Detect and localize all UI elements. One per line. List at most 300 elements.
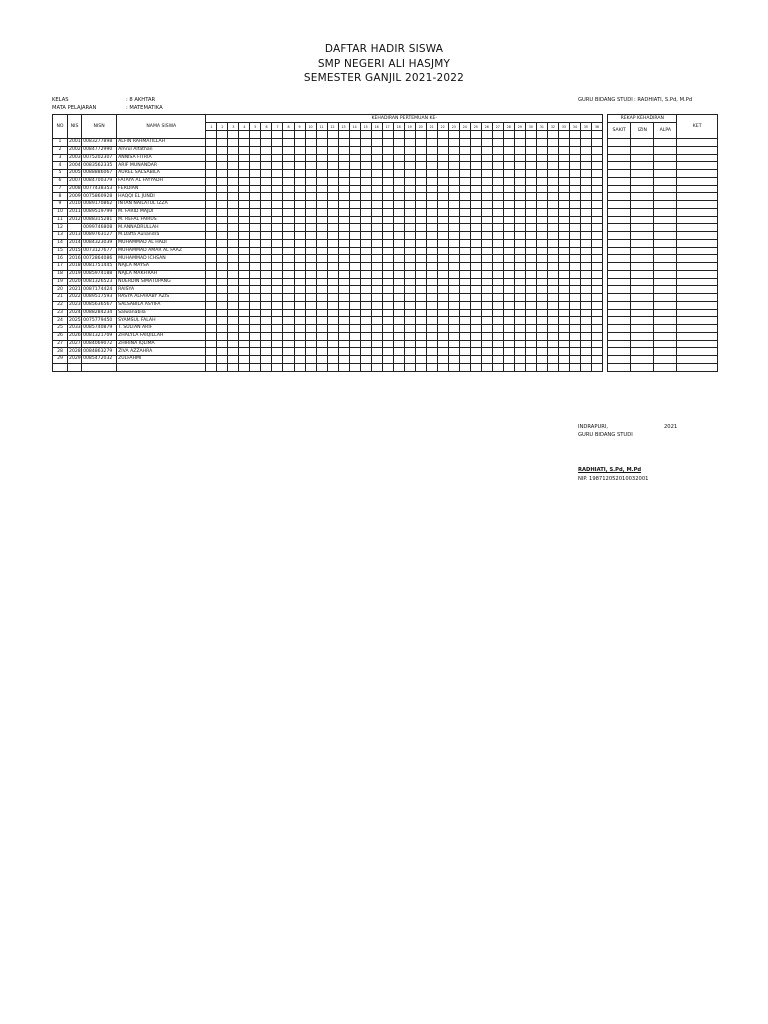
attendance-cell[interactable] xyxy=(503,232,514,240)
attendance-cell[interactable] xyxy=(360,263,371,271)
attendance-cell[interactable] xyxy=(294,139,305,147)
attendance-cell[interactable] xyxy=(569,255,580,263)
alpa-cell[interactable] xyxy=(654,146,677,154)
attendance-cell[interactable] xyxy=(206,309,217,317)
attendance-cell[interactable] xyxy=(349,270,360,278)
attendance-cell[interactable] xyxy=(239,356,250,364)
attendance-cell[interactable] xyxy=(283,286,294,294)
alpa-cell[interactable] xyxy=(654,139,677,147)
attendance-cell[interactable] xyxy=(426,301,437,309)
attendance-cell[interactable] xyxy=(393,301,404,309)
attendance-cell[interactable] xyxy=(481,301,492,309)
izin-cell[interactable] xyxy=(631,309,654,317)
attendance-cell[interactable] xyxy=(327,348,338,356)
attendance-cell[interactable] xyxy=(360,208,371,216)
attendance-cell[interactable] xyxy=(272,201,283,209)
attendance-cell[interactable] xyxy=(459,239,470,247)
attendance-cell[interactable] xyxy=(481,356,492,364)
attendance-cell[interactable] xyxy=(481,146,492,154)
attendance-cell[interactable] xyxy=(569,332,580,340)
attendance-cell[interactable] xyxy=(580,255,591,263)
attendance-cell[interactable] xyxy=(415,247,426,255)
attendance-cell[interactable] xyxy=(558,146,569,154)
attendance-cell[interactable] xyxy=(228,185,239,193)
attendance-cell[interactable] xyxy=(349,170,360,178)
attendance-cell[interactable] xyxy=(558,139,569,147)
attendance-cell[interactable] xyxy=(459,270,470,278)
attendance-cell[interactable] xyxy=(426,340,437,348)
attendance-cell[interactable] xyxy=(558,201,569,209)
attendance-cell[interactable] xyxy=(536,255,547,263)
attendance-cell[interactable] xyxy=(481,263,492,271)
attendance-cell[interactable] xyxy=(437,170,448,178)
attendance-cell[interactable] xyxy=(272,270,283,278)
attendance-cell[interactable] xyxy=(338,325,349,333)
attendance-cell[interactable] xyxy=(470,201,481,209)
izin-cell[interactable] xyxy=(631,247,654,255)
attendance-cell[interactable] xyxy=(261,208,272,216)
attendance-cell[interactable] xyxy=(305,139,316,147)
attendance-cell[interactable] xyxy=(217,170,228,178)
attendance-cell[interactable] xyxy=(569,177,580,185)
attendance-cell[interactable] xyxy=(393,348,404,356)
attendance-cell[interactable] xyxy=(316,317,327,325)
attendance-cell[interactable] xyxy=(404,325,415,333)
attendance-cell[interactable] xyxy=(393,193,404,201)
attendance-cell[interactable] xyxy=(382,247,393,255)
attendance-cell[interactable] xyxy=(591,317,602,325)
attendance-cell[interactable] xyxy=(217,278,228,286)
attendance-cell[interactable] xyxy=(294,185,305,193)
attendance-cell[interactable] xyxy=(437,263,448,271)
attendance-cell[interactable] xyxy=(305,348,316,356)
attendance-cell[interactable] xyxy=(492,170,503,178)
attendance-cell[interactable] xyxy=(481,224,492,232)
attendance-cell[interactable] xyxy=(393,232,404,240)
attendance-cell[interactable] xyxy=(459,139,470,147)
attendance-cell[interactable] xyxy=(415,278,426,286)
attendance-cell[interactable] xyxy=(250,255,261,263)
attendance-cell[interactable] xyxy=(338,348,349,356)
attendance-cell[interactable] xyxy=(492,263,503,271)
attendance-cell[interactable] xyxy=(404,294,415,302)
izin-cell[interactable] xyxy=(631,363,654,371)
attendance-cell[interactable] xyxy=(437,247,448,255)
attendance-cell[interactable] xyxy=(470,193,481,201)
attendance-cell[interactable] xyxy=(525,332,536,340)
alpa-cell[interactable] xyxy=(654,301,677,309)
attendance-cell[interactable] xyxy=(569,139,580,147)
alpa-cell[interactable] xyxy=(654,294,677,302)
attendance-cell[interactable] xyxy=(558,224,569,232)
attendance-cell[interactable] xyxy=(228,232,239,240)
attendance-cell[interactable] xyxy=(437,363,448,371)
attendance-cell[interactable] xyxy=(360,154,371,162)
attendance-cell[interactable] xyxy=(305,232,316,240)
attendance-cell[interactable] xyxy=(228,348,239,356)
attendance-cell[interactable] xyxy=(448,340,459,348)
attendance-cell[interactable] xyxy=(492,146,503,154)
attendance-cell[interactable] xyxy=(250,232,261,240)
attendance-cell[interactable] xyxy=(250,317,261,325)
attendance-cell[interactable] xyxy=(228,154,239,162)
attendance-cell[interactable] xyxy=(393,340,404,348)
attendance-cell[interactable] xyxy=(239,185,250,193)
ket-cell[interactable] xyxy=(677,208,718,216)
attendance-cell[interactable] xyxy=(404,363,415,371)
attendance-cell[interactable] xyxy=(591,332,602,340)
attendance-cell[interactable] xyxy=(371,247,382,255)
attendance-cell[interactable] xyxy=(283,363,294,371)
attendance-cell[interactable] xyxy=(437,239,448,247)
izin-cell[interactable] xyxy=(631,278,654,286)
attendance-cell[interactable] xyxy=(338,139,349,147)
attendance-cell[interactable] xyxy=(448,294,459,302)
attendance-cell[interactable] xyxy=(525,309,536,317)
attendance-cell[interactable] xyxy=(514,185,525,193)
attendance-cell[interactable] xyxy=(250,224,261,232)
attendance-cell[interactable] xyxy=(569,232,580,240)
attendance-cell[interactable] xyxy=(349,239,360,247)
attendance-cell[interactable] xyxy=(239,139,250,147)
attendance-cell[interactable] xyxy=(569,193,580,201)
attendance-cell[interactable] xyxy=(470,278,481,286)
attendance-cell[interactable] xyxy=(316,247,327,255)
alpa-cell[interactable] xyxy=(654,201,677,209)
attendance-cell[interactable] xyxy=(349,309,360,317)
attendance-cell[interactable] xyxy=(228,208,239,216)
ket-cell[interactable] xyxy=(677,139,718,147)
attendance-cell[interactable] xyxy=(547,193,558,201)
attendance-cell[interactable] xyxy=(404,286,415,294)
attendance-cell[interactable] xyxy=(525,247,536,255)
attendance-cell[interactable] xyxy=(459,201,470,209)
attendance-cell[interactable] xyxy=(536,177,547,185)
attendance-cell[interactable] xyxy=(217,263,228,271)
izin-cell[interactable] xyxy=(631,255,654,263)
sakit-cell[interactable] xyxy=(608,247,631,255)
attendance-cell[interactable] xyxy=(569,301,580,309)
attendance-cell[interactable] xyxy=(525,317,536,325)
attendance-cell[interactable] xyxy=(228,170,239,178)
attendance-cell[interactable] xyxy=(503,162,514,170)
attendance-cell[interactable] xyxy=(250,356,261,364)
attendance-cell[interactable] xyxy=(261,247,272,255)
alpa-cell[interactable] xyxy=(654,154,677,162)
attendance-cell[interactable] xyxy=(547,317,558,325)
attendance-cell[interactable] xyxy=(470,224,481,232)
attendance-cell[interactable] xyxy=(558,356,569,364)
attendance-cell[interactable] xyxy=(404,340,415,348)
alpa-cell[interactable] xyxy=(654,255,677,263)
attendance-cell[interactable] xyxy=(371,201,382,209)
attendance-cell[interactable] xyxy=(316,348,327,356)
attendance-cell[interactable] xyxy=(327,232,338,240)
attendance-cell[interactable] xyxy=(206,154,217,162)
attendance-cell[interactable] xyxy=(371,162,382,170)
attendance-cell[interactable] xyxy=(206,356,217,364)
attendance-cell[interactable] xyxy=(217,177,228,185)
attendance-cell[interactable] xyxy=(503,356,514,364)
attendance-cell[interactable] xyxy=(316,255,327,263)
attendance-cell[interactable] xyxy=(283,146,294,154)
attendance-cell[interactable] xyxy=(415,208,426,216)
attendance-cell[interactable] xyxy=(327,317,338,325)
attendance-cell[interactable] xyxy=(305,286,316,294)
attendance-cell[interactable] xyxy=(217,301,228,309)
alpa-cell[interactable] xyxy=(654,317,677,325)
attendance-cell[interactable] xyxy=(360,185,371,193)
attendance-cell[interactable] xyxy=(206,247,217,255)
attendance-cell[interactable] xyxy=(250,270,261,278)
attendance-cell[interactable] xyxy=(580,146,591,154)
attendance-cell[interactable] xyxy=(239,348,250,356)
attendance-cell[interactable] xyxy=(305,154,316,162)
attendance-cell[interactable] xyxy=(327,224,338,232)
attendance-cell[interactable] xyxy=(448,301,459,309)
sakit-cell[interactable] xyxy=(608,208,631,216)
attendance-cell[interactable] xyxy=(228,356,239,364)
attendance-cell[interactable] xyxy=(404,356,415,364)
attendance-cell[interactable] xyxy=(239,286,250,294)
attendance-cell[interactable] xyxy=(349,317,360,325)
attendance-cell[interactable] xyxy=(569,239,580,247)
attendance-cell[interactable] xyxy=(382,263,393,271)
attendance-cell[interactable] xyxy=(272,309,283,317)
attendance-cell[interactable] xyxy=(261,201,272,209)
attendance-cell[interactable] xyxy=(349,294,360,302)
attendance-cell[interactable] xyxy=(360,325,371,333)
attendance-cell[interactable] xyxy=(217,216,228,224)
attendance-cell[interactable] xyxy=(415,363,426,371)
alpa-cell[interactable] xyxy=(654,224,677,232)
attendance-cell[interactable] xyxy=(217,348,228,356)
attendance-cell[interactable] xyxy=(371,239,382,247)
attendance-cell[interactable] xyxy=(349,356,360,364)
attendance-cell[interactable] xyxy=(272,317,283,325)
attendance-cell[interactable] xyxy=(591,356,602,364)
attendance-cell[interactable] xyxy=(415,162,426,170)
attendance-cell[interactable] xyxy=(327,185,338,193)
attendance-cell[interactable] xyxy=(349,154,360,162)
sakit-cell[interactable] xyxy=(608,356,631,364)
attendance-cell[interactable] xyxy=(338,270,349,278)
attendance-cell[interactable] xyxy=(426,139,437,147)
attendance-cell[interactable] xyxy=(371,170,382,178)
sakit-cell[interactable] xyxy=(608,340,631,348)
attendance-cell[interactable] xyxy=(415,177,426,185)
ket-cell[interactable] xyxy=(677,286,718,294)
attendance-cell[interactable] xyxy=(261,162,272,170)
attendance-cell[interactable] xyxy=(382,286,393,294)
attendance-cell[interactable] xyxy=(206,201,217,209)
attendance-cell[interactable] xyxy=(503,193,514,201)
attendance-cell[interactable] xyxy=(470,317,481,325)
ket-cell[interactable] xyxy=(677,270,718,278)
attendance-cell[interactable] xyxy=(327,201,338,209)
attendance-cell[interactable] xyxy=(580,216,591,224)
attendance-cell[interactable] xyxy=(338,216,349,224)
attendance-cell[interactable] xyxy=(206,270,217,278)
attendance-cell[interactable] xyxy=(503,263,514,271)
attendance-cell[interactable] xyxy=(206,162,217,170)
attendance-cell[interactable] xyxy=(283,348,294,356)
attendance-cell[interactable] xyxy=(591,348,602,356)
attendance-cell[interactable] xyxy=(437,309,448,317)
attendance-cell[interactable] xyxy=(316,208,327,216)
attendance-cell[interactable] xyxy=(437,216,448,224)
attendance-cell[interactable] xyxy=(360,348,371,356)
attendance-cell[interactable] xyxy=(294,332,305,340)
attendance-cell[interactable] xyxy=(217,286,228,294)
attendance-cell[interactable] xyxy=(591,208,602,216)
attendance-cell[interactable] xyxy=(228,332,239,340)
attendance-cell[interactable] xyxy=(206,139,217,147)
sakit-cell[interactable] xyxy=(608,177,631,185)
attendance-cell[interactable] xyxy=(371,154,382,162)
attendance-cell[interactable] xyxy=(294,232,305,240)
attendance-cell[interactable] xyxy=(360,286,371,294)
attendance-cell[interactable] xyxy=(239,340,250,348)
attendance-cell[interactable] xyxy=(459,325,470,333)
attendance-cell[interactable] xyxy=(591,139,602,147)
izin-cell[interactable] xyxy=(631,139,654,147)
attendance-cell[interactable] xyxy=(283,208,294,216)
attendance-cell[interactable] xyxy=(382,216,393,224)
attendance-cell[interactable] xyxy=(536,232,547,240)
attendance-cell[interactable] xyxy=(228,139,239,147)
alpa-cell[interactable] xyxy=(654,309,677,317)
attendance-cell[interactable] xyxy=(228,162,239,170)
attendance-cell[interactable] xyxy=(437,270,448,278)
attendance-cell[interactable] xyxy=(305,270,316,278)
attendance-cell[interactable] xyxy=(327,340,338,348)
attendance-cell[interactable] xyxy=(481,208,492,216)
attendance-cell[interactable] xyxy=(283,193,294,201)
attendance-cell[interactable] xyxy=(371,216,382,224)
attendance-cell[interactable] xyxy=(437,139,448,147)
attendance-cell[interactable] xyxy=(448,270,459,278)
attendance-cell[interactable] xyxy=(261,301,272,309)
attendance-cell[interactable] xyxy=(503,216,514,224)
attendance-cell[interactable] xyxy=(272,247,283,255)
attendance-cell[interactable] xyxy=(481,139,492,147)
attendance-cell[interactable] xyxy=(349,340,360,348)
izin-cell[interactable] xyxy=(631,201,654,209)
attendance-cell[interactable] xyxy=(415,286,426,294)
attendance-cell[interactable] xyxy=(404,193,415,201)
attendance-cell[interactable] xyxy=(371,325,382,333)
attendance-cell[interactable] xyxy=(217,309,228,317)
attendance-cell[interactable] xyxy=(305,247,316,255)
attendance-cell[interactable] xyxy=(250,363,261,371)
attendance-cell[interactable] xyxy=(547,232,558,240)
attendance-cell[interactable] xyxy=(503,247,514,255)
attendance-cell[interactable] xyxy=(525,146,536,154)
attendance-cell[interactable] xyxy=(228,255,239,263)
attendance-cell[interactable] xyxy=(393,154,404,162)
attendance-cell[interactable] xyxy=(525,177,536,185)
attendance-cell[interactable] xyxy=(437,255,448,263)
attendance-cell[interactable] xyxy=(349,247,360,255)
attendance-cell[interactable] xyxy=(316,193,327,201)
attendance-cell[interactable] xyxy=(503,170,514,178)
ket-cell[interactable] xyxy=(677,201,718,209)
izin-cell[interactable] xyxy=(631,162,654,170)
attendance-cell[interactable] xyxy=(492,154,503,162)
ket-cell[interactable] xyxy=(677,247,718,255)
attendance-cell[interactable] xyxy=(481,363,492,371)
attendance-cell[interactable] xyxy=(294,309,305,317)
attendance-cell[interactable] xyxy=(525,270,536,278)
attendance-cell[interactable] xyxy=(503,177,514,185)
attendance-cell[interactable] xyxy=(382,139,393,147)
attendance-cell[interactable] xyxy=(525,286,536,294)
attendance-cell[interactable] xyxy=(459,340,470,348)
attendance-cell[interactable] xyxy=(294,177,305,185)
attendance-cell[interactable] xyxy=(558,255,569,263)
attendance-cell[interactable] xyxy=(426,270,437,278)
attendance-cell[interactable] xyxy=(503,363,514,371)
attendance-cell[interactable] xyxy=(525,139,536,147)
attendance-cell[interactable] xyxy=(591,193,602,201)
attendance-cell[interactable] xyxy=(239,294,250,302)
attendance-cell[interactable] xyxy=(283,224,294,232)
attendance-cell[interactable] xyxy=(426,177,437,185)
attendance-cell[interactable] xyxy=(459,286,470,294)
attendance-cell[interactable] xyxy=(437,356,448,364)
attendance-cell[interactable] xyxy=(393,332,404,340)
attendance-cell[interactable] xyxy=(393,170,404,178)
attendance-cell[interactable] xyxy=(415,224,426,232)
attendance-cell[interactable] xyxy=(426,363,437,371)
attendance-cell[interactable] xyxy=(569,263,580,271)
attendance-cell[interactable] xyxy=(415,193,426,201)
attendance-cell[interactable] xyxy=(294,263,305,271)
attendance-cell[interactable] xyxy=(283,317,294,325)
attendance-cell[interactable] xyxy=(470,286,481,294)
attendance-cell[interactable] xyxy=(470,146,481,154)
attendance-cell[interactable] xyxy=(536,170,547,178)
attendance-cell[interactable] xyxy=(250,301,261,309)
attendance-cell[interactable] xyxy=(437,348,448,356)
attendance-cell[interactable] xyxy=(327,332,338,340)
attendance-cell[interactable] xyxy=(228,309,239,317)
attendance-cell[interactable] xyxy=(525,356,536,364)
attendance-cell[interactable] xyxy=(272,232,283,240)
attendance-cell[interactable] xyxy=(316,146,327,154)
attendance-cell[interactable] xyxy=(250,162,261,170)
sakit-cell[interactable] xyxy=(608,224,631,232)
attendance-cell[interactable] xyxy=(404,332,415,340)
attendance-cell[interactable] xyxy=(239,255,250,263)
attendance-cell[interactable] xyxy=(591,325,602,333)
attendance-cell[interactable] xyxy=(250,278,261,286)
attendance-cell[interactable] xyxy=(360,146,371,154)
attendance-cell[interactable] xyxy=(261,317,272,325)
attendance-cell[interactable] xyxy=(503,201,514,209)
attendance-cell[interactable] xyxy=(228,325,239,333)
attendance-cell[interactable] xyxy=(569,208,580,216)
attendance-cell[interactable] xyxy=(294,255,305,263)
attendance-cell[interactable] xyxy=(338,340,349,348)
attendance-cell[interactable] xyxy=(492,301,503,309)
attendance-cell[interactable] xyxy=(404,162,415,170)
ket-cell[interactable] xyxy=(677,177,718,185)
attendance-cell[interactable] xyxy=(316,216,327,224)
attendance-cell[interactable] xyxy=(283,263,294,271)
attendance-cell[interactable] xyxy=(316,139,327,147)
